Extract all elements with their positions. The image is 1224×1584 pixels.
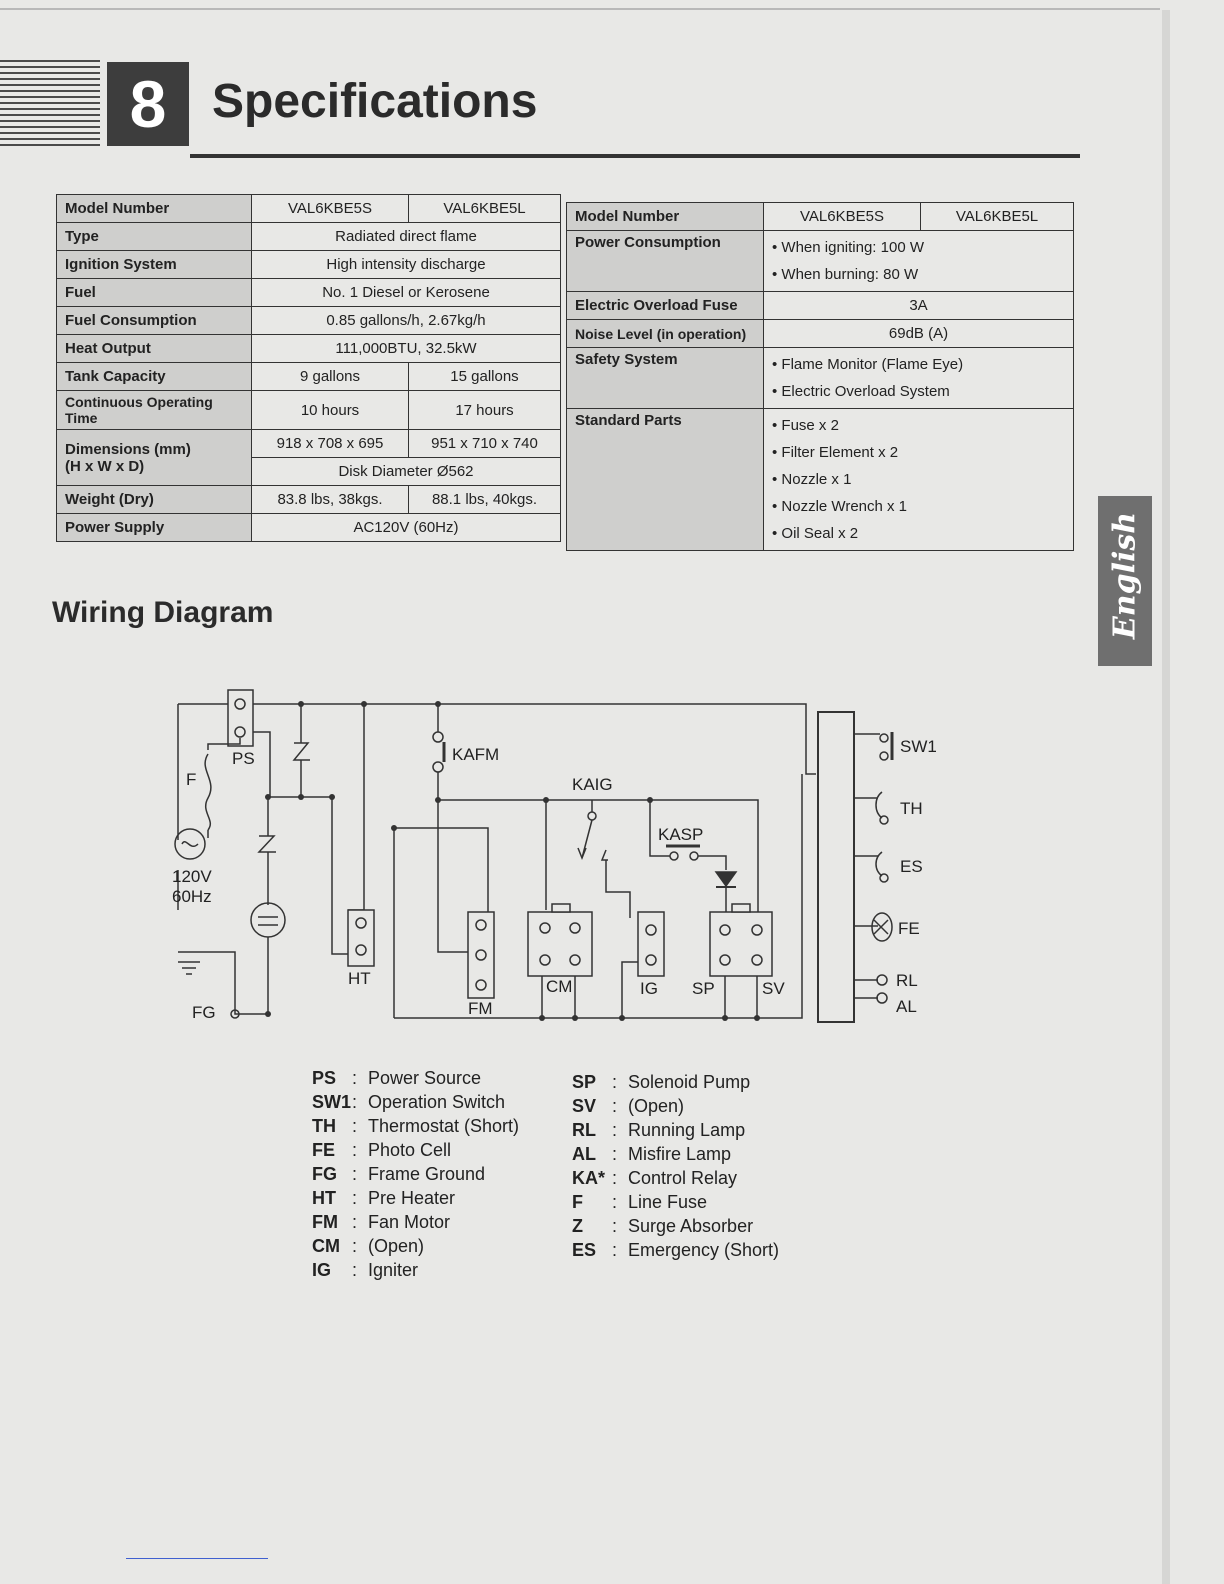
- legend-abbr: F: [572, 1192, 583, 1212]
- header-stripes: [0, 60, 100, 148]
- legend-abbr: FE: [312, 1140, 336, 1160]
- label-fg: FG: [192, 1003, 216, 1022]
- wire: [253, 732, 332, 797]
- ac-source-icon: [175, 829, 205, 859]
- table-row: [57, 195, 561, 223]
- cell: 10 hours: [252, 391, 409, 430]
- legend-colon: :: [352, 1164, 358, 1184]
- legend-desc: Running Lamp: [628, 1120, 746, 1140]
- legend-abbr: FG: [312, 1164, 337, 1184]
- dimensions-sublabel: (H x W x D): [65, 457, 145, 475]
- terminal: [880, 816, 888, 824]
- table-row: [57, 391, 561, 430]
- terminal: [880, 734, 888, 742]
- ig-connector: [638, 912, 664, 976]
- legend-desc: Misfire Lamp: [628, 1144, 732, 1164]
- terminal: [880, 752, 888, 760]
- legend-desc: (Open): [628, 1096, 685, 1116]
- cell: Radiated direct flame: [252, 223, 561, 251]
- legend-desc: Fan Motor: [368, 1212, 451, 1232]
- parts-item: • Fuse x 2: [772, 417, 839, 434]
- label-60hz: 60Hz: [172, 887, 212, 906]
- legend-desc: Power Source: [368, 1068, 482, 1088]
- legend-desc: Emergency (Short): [628, 1240, 780, 1260]
- table-row: [57, 279, 561, 307]
- legend-abbr: PS: [312, 1068, 337, 1088]
- legend-row: [572, 1168, 779, 1192]
- wire: [258, 917, 278, 925]
- ground-icon: [178, 962, 200, 974]
- label-ps: PS: [232, 749, 255, 768]
- chapter-badge: [107, 62, 189, 146]
- parts-item: • Filter Element x 2: [772, 444, 899, 461]
- footer-underline: [126, 1558, 268, 1559]
- label-sv: SV: [762, 979, 785, 998]
- legend-desc: Photo Cell: [368, 1140, 452, 1160]
- surge-absorber-icon: [259, 836, 276, 852]
- junction-dot: [572, 1015, 578, 1021]
- legend-desc: Operation Switch: [368, 1092, 506, 1112]
- page-top-edge: [0, 8, 1160, 10]
- legend-row: [312, 1260, 519, 1284]
- row-label: Electric Overload Fuse: [567, 292, 764, 320]
- wire: [622, 962, 638, 1018]
- cell: High intensity discharge: [252, 251, 561, 279]
- cm-tab: [552, 904, 570, 912]
- title-rule: [190, 154, 1080, 158]
- row-label: Fuel: [57, 279, 252, 307]
- label-f: F: [186, 770, 197, 789]
- cell: AC120V (60Hz): [252, 514, 561, 542]
- cell: VAL6KBE5S: [252, 195, 409, 223]
- row-label: Ignition System: [57, 251, 252, 279]
- legend-desc: (Open): [368, 1236, 425, 1256]
- label-kafm: KAFM: [452, 745, 500, 764]
- row-label: Weight (Dry): [57, 486, 252, 514]
- table-row: [567, 320, 1074, 348]
- table-row: [567, 203, 1074, 231]
- junction-dot: [391, 825, 397, 831]
- junction-dot: [722, 1015, 728, 1021]
- spec-table-left: [56, 194, 561, 542]
- legend-colon: :: [612, 1192, 618, 1212]
- power-burning: • When burning: 80 W: [772, 266, 919, 283]
- terminal: [433, 762, 443, 772]
- junction-dot: [265, 1011, 271, 1017]
- row-label: Power Supply: [57, 514, 252, 542]
- cell: VAL6KBE5L: [409, 195, 561, 223]
- wire: [332, 797, 348, 954]
- junction-dot: [298, 794, 304, 800]
- language-tab: [1098, 496, 1152, 666]
- row-label: Heat Output: [57, 335, 252, 363]
- cell: 111,000BTU, 32.5kW: [252, 335, 561, 363]
- legend-abbr: SV: [572, 1096, 597, 1116]
- cell: 3A: [764, 292, 1074, 320]
- table-row: [57, 514, 561, 542]
- terminal: [588, 812, 596, 820]
- parts-item: • Nozzle x 1: [772, 471, 852, 488]
- table-row: [57, 335, 561, 363]
- wire: [578, 848, 586, 858]
- table-row: [57, 486, 561, 514]
- cell: 17 hours: [409, 391, 561, 430]
- cell: 918 x 708 x 695: [252, 430, 409, 458]
- legend-desc: Solenoid Pump: [628, 1072, 751, 1092]
- cell: No. 1 Diesel or Kerosene: [252, 279, 561, 307]
- cell: 15 gallons: [409, 363, 561, 391]
- wire: [438, 800, 468, 952]
- cell: VAL6KBE5L: [921, 203, 1074, 231]
- table-row: [567, 348, 1074, 409]
- row-label: Model Number: [567, 203, 764, 231]
- legend-colon: :: [612, 1120, 618, 1140]
- junction-dot: [754, 1015, 760, 1021]
- legend-desc: Igniter: [368, 1260, 419, 1280]
- wiring-diagram-title: Wiring Diagram: [52, 596, 274, 629]
- label-fm: FM: [468, 999, 493, 1018]
- legend-row: [572, 1240, 779, 1264]
- cell: 0.85 gallons/h, 2.67kg/h: [252, 307, 561, 335]
- table-row: [57, 363, 561, 391]
- chapter-number: 8: [129, 67, 167, 141]
- terminal: [880, 874, 888, 882]
- label-cm: CM: [546, 977, 573, 996]
- row-label: Fuel Consumption: [57, 307, 252, 335]
- cell: VAL6KBE5S: [764, 203, 921, 231]
- power-igniting: • When igniting: 100 W: [772, 239, 924, 256]
- sp-sv-tab: [732, 904, 750, 912]
- wire: [348, 704, 364, 910]
- table-row: [57, 251, 561, 279]
- label-sp: SP: [692, 979, 715, 998]
- legend-row: [312, 1236, 519, 1260]
- row-label: Power Consumption: [567, 231, 764, 292]
- legend-colon: :: [612, 1144, 618, 1164]
- label-es: ES: [900, 857, 923, 876]
- legend-colon: :: [612, 1096, 618, 1116]
- wire: [874, 920, 888, 934]
- legend-colon: :: [352, 1236, 358, 1256]
- thermostat-icon: [876, 792, 882, 818]
- legend-row: [572, 1120, 779, 1144]
- legend-colon: :: [612, 1240, 618, 1260]
- row-label: [57, 430, 252, 486]
- legend-abbr: HT: [312, 1188, 336, 1208]
- row-label: Tank Capacity: [57, 363, 252, 391]
- table-row: [57, 223, 561, 251]
- legend-abbr: FM: [312, 1212, 338, 1232]
- label-rl: RL: [896, 971, 918, 990]
- junction-dot: [539, 1015, 545, 1021]
- legend-colon: :: [352, 1092, 358, 1112]
- legend-abbr: SW1: [312, 1092, 352, 1112]
- legend-row: [312, 1116, 519, 1140]
- legend-row: [312, 1164, 519, 1188]
- wiring-diagram: [160, 680, 960, 1030]
- legend-abbr: KA*: [572, 1168, 606, 1188]
- legend-desc: Pre Heater: [368, 1188, 456, 1208]
- junction-dot: [647, 797, 653, 803]
- safety-item: • Flame Monitor (Flame Eye): [772, 356, 964, 373]
- row-label: Noise Level (in operation): [567, 320, 764, 348]
- cm-connector: [528, 912, 592, 976]
- legend-left: [312, 1068, 519, 1284]
- table-row: [567, 292, 1074, 320]
- legend-colon: :: [352, 1260, 358, 1280]
- legend-colon: :: [352, 1068, 358, 1088]
- wire: [602, 850, 608, 860]
- terminal: [877, 993, 887, 1003]
- junction-dot: [435, 797, 441, 803]
- cell: 9 gallons: [252, 363, 409, 391]
- surge-absorber-icon: [294, 743, 310, 760]
- cell: [764, 231, 1074, 292]
- junction-dot: [619, 1015, 625, 1021]
- lamp-icon: [251, 903, 285, 937]
- terminal: [690, 852, 698, 860]
- legend-colon: :: [352, 1140, 358, 1160]
- legend-row: [572, 1216, 779, 1240]
- legend-abbr: IG: [312, 1260, 332, 1280]
- label-fe: FE: [898, 919, 920, 938]
- diode-icon: [716, 872, 736, 886]
- legend-colon: :: [612, 1168, 618, 1188]
- legend-colon: :: [352, 1116, 358, 1136]
- cell: 83.8 lbs, 38kgs.: [252, 486, 409, 514]
- legend-colon: :: [612, 1072, 618, 1092]
- safety-item: • Electric Overload System: [772, 383, 950, 400]
- junction-dot: [329, 794, 335, 800]
- wire: [394, 828, 488, 912]
- row-label: Standard Parts: [567, 409, 764, 551]
- legend-abbr: ES: [572, 1240, 597, 1260]
- cell: [764, 409, 1074, 551]
- legend-row: [572, 1072, 779, 1096]
- wire: [205, 754, 211, 830]
- cell: [764, 348, 1074, 409]
- junction-dot: [265, 794, 271, 800]
- legend-desc: Frame Ground: [368, 1164, 486, 1184]
- legend-colon: :: [352, 1212, 358, 1232]
- label-al: AL: [896, 997, 917, 1016]
- table-row: [567, 231, 1074, 292]
- label-ig: IG: [640, 979, 658, 998]
- label-120v: 120V: [172, 867, 212, 886]
- row-label: Model Number: [57, 195, 252, 223]
- junction-dot: [298, 701, 304, 707]
- parts-item: • Oil Seal x 2: [772, 525, 859, 542]
- cell: 951 x 710 x 740: [409, 430, 561, 458]
- table-row: [57, 430, 561, 458]
- label-th: TH: [900, 799, 923, 818]
- dimensions-label: Dimensions (mm): [65, 440, 191, 458]
- junction-dot: [543, 797, 549, 803]
- legend-row: [312, 1212, 519, 1236]
- legend-abbr: CM: [312, 1236, 340, 1256]
- junction-dot: [361, 701, 367, 707]
- table-row: [57, 307, 561, 335]
- page-right-edge: [1162, 10, 1170, 1584]
- legend-abbr: AL: [572, 1144, 596, 1164]
- legend-colon: :: [612, 1216, 618, 1236]
- legend-row: [312, 1068, 519, 1092]
- row-label: Continuous Operating Time: [57, 391, 252, 430]
- cell: Disk Diameter Ø562: [252, 458, 561, 486]
- wire: [182, 842, 198, 847]
- legend-desc: Line Fuse: [628, 1192, 708, 1212]
- legend-row: [572, 1144, 779, 1168]
- legend-row: [312, 1188, 519, 1212]
- wire: [606, 860, 630, 918]
- legend-desc: Surge Absorber: [628, 1216, 754, 1236]
- sp-sv-connector: [710, 912, 772, 976]
- legend-abbr: TH: [312, 1116, 336, 1136]
- page-title: Specifications: [212, 75, 538, 128]
- row-label: Safety System: [567, 348, 764, 409]
- table-row: [567, 409, 1074, 551]
- legend-colon: :: [352, 1188, 358, 1208]
- legend-row: [572, 1096, 779, 1120]
- wire: [698, 856, 726, 870]
- label-kaig: KAIG: [572, 775, 613, 794]
- label-ht: HT: [348, 969, 371, 988]
- terminal: [670, 852, 678, 860]
- control-board: [818, 712, 854, 1022]
- legend-desc: Thermostat (Short): [368, 1116, 520, 1136]
- cell: 88.1 lbs, 40kgs.: [409, 486, 561, 514]
- legend-desc: Control Relay: [628, 1168, 738, 1188]
- label-sw1: SW1: [900, 737, 937, 756]
- legend-abbr: Z: [572, 1216, 583, 1236]
- legend-row: [572, 1192, 779, 1216]
- parts-item: • Nozzle Wrench x 1: [772, 498, 908, 515]
- language-tab-label: English: [1107, 511, 1143, 640]
- terminal: [433, 732, 443, 742]
- cell: 69dB (A): [764, 320, 1074, 348]
- fm-connector: [468, 912, 494, 998]
- label-kasp: KASP: [658, 825, 704, 844]
- legend-abbr: SP: [572, 1072, 597, 1092]
- spec-table-right: [566, 202, 1074, 551]
- junction-dot: [435, 701, 441, 707]
- wire: [394, 774, 802, 1018]
- legend-row: [312, 1140, 519, 1164]
- legend-right: [572, 1072, 779, 1264]
- terminal: [877, 975, 887, 985]
- legend-abbr: RL: [572, 1120, 596, 1140]
- row-label: Type: [57, 223, 252, 251]
- legend-row: [312, 1092, 519, 1116]
